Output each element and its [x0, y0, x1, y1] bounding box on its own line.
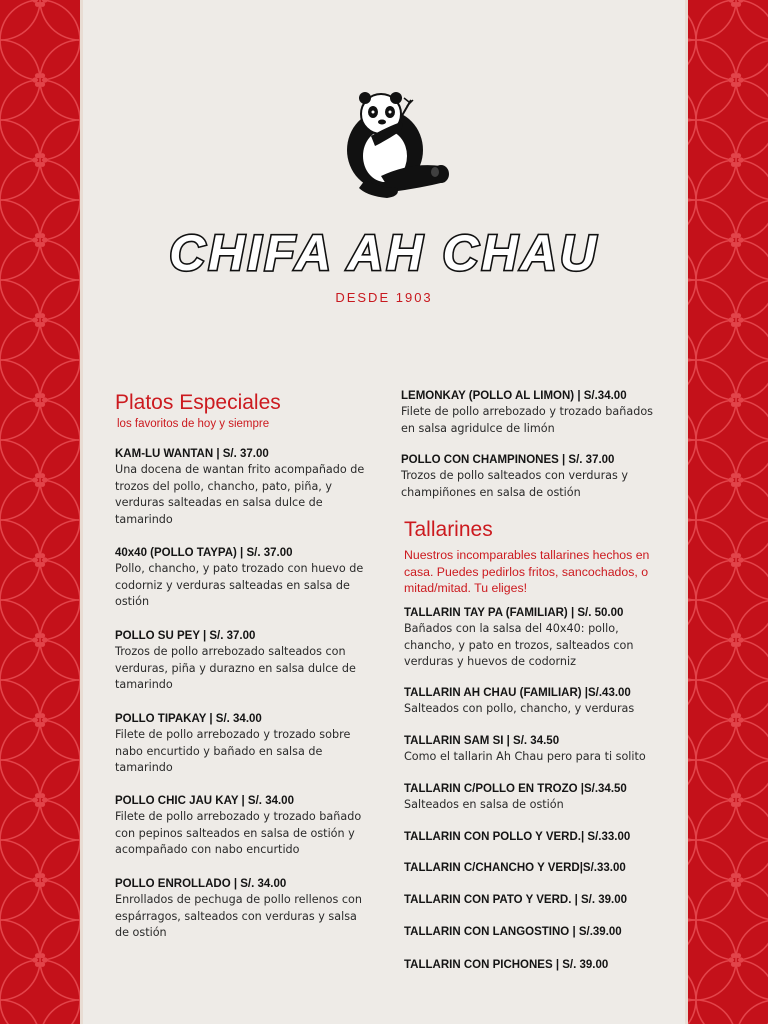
menu-item [404, 685, 666, 718]
section-subtitle-especiales: los favoritos de hoy y siempre [117, 418, 270, 430]
menu-item [401, 388, 663, 437]
pattern-left-svg [0, 0, 80, 1024]
left-pattern-border [0, 0, 80, 1024]
menu-item-desc: Trozos de pollo arrebozado salteados con verduras, piña y durazno en salsa dulce de tamarindo [115, 645, 356, 691]
menu-item [115, 628, 370, 694]
menu-item-title: TALLARIN C/POLLO EN TROZO |S/.34.50 [404, 783, 627, 795]
menu-item-title: TALLARIN CON LANGOSTINO | S/.39.00 [404, 926, 622, 938]
menu-item-title: TALLARIN AH CHAU (FAMILIAR) |S/.43.00 [404, 687, 631, 699]
menu-item-title: POLLO CON CHAMPINONES | S/. 37.00 [401, 454, 615, 466]
menu-item-title: POLLO CHIC JAU KAY | S/. 34.00 [115, 795, 294, 807]
menu-item-desc: Filete de pollo arrebozado y trozado bañados en salsa agridulce de limón [401, 405, 653, 435]
section-title-especiales: Platos Especiales [115, 391, 281, 414]
menu-item-desc: Una docena de wantan frito acompañado de trozos del pollo, chancho, pato, piña, y verduras salteadas en salsa dulce de tamarindo [115, 463, 365, 526]
menu-item-title: TALLARIN SAM SI | S/. 34.50 [404, 735, 560, 747]
menu-item-title: TALLARIN C/CHANCHO Y VERD|S/.33.00 [404, 862, 626, 874]
menu-item [115, 793, 370, 859]
section-subtitle-tallarines: Nuestros incomparables tallarines hechos en casa. Puedes pedirlos fritos, sancochados, o mitad/mitad. Tu eliges! [404, 548, 650, 595]
menu-item [404, 892, 666, 908]
menu-item [404, 957, 666, 973]
menu-item-desc: Enrollados de pechuga de pollo rellenos con espárragos, salteados con verduras y salsa de ostión [115, 893, 362, 939]
menu-item [401, 452, 663, 501]
section-title-tallarines: Tallarines [404, 518, 493, 541]
pattern-right-svg [688, 0, 768, 1024]
menu-item [404, 781, 666, 814]
brand-logo [83, 220, 685, 284]
panda-icon [341, 92, 453, 204]
menu-item [404, 829, 666, 845]
menu-item-desc: Como el tallarin Ah Chau pero para ti solito [404, 750, 646, 763]
menu-item-desc: Trozos de pollo salteados con verduras y champiñones en salsa de ostión [401, 469, 629, 499]
menu-item-desc: Salteados con pollo, chancho, y verduras [404, 702, 635, 715]
menu-item-desc: Filete de pollo arrebozado y trozado bañado con pepinos salteados en salsa de ostión y acompañado con nabo encurtido [115, 810, 362, 856]
menu-page [80, 0, 688, 1024]
menu-item [404, 605, 666, 671]
right-pattern-border [688, 0, 768, 1024]
menu-item-title: 40x40 (POLLO TAYPA) | S/. 37.00 [115, 547, 293, 559]
menu-item-desc: Filete de pollo arrebozado y trozado sobre nabo encurtido y bañado en salsa de tamarindo [115, 728, 351, 774]
menu-item [115, 446, 370, 528]
menu-item-desc: Bañados con la salsa del 40x40: pollo, chancho, y pato en trozos, salteados con verduras y huevos de codorniz [404, 622, 634, 668]
established-date: DESDE 1903 [335, 290, 433, 305]
menu-item [115, 876, 370, 942]
menu-item-title: TALLARIN TAY PA (FAMILIAR) | S/. 50.00 [404, 607, 624, 619]
menu-item-title: POLLO ENROLLADO | S/. 34.00 [115, 878, 287, 890]
menu-item [404, 733, 666, 766]
menu-item [404, 860, 666, 876]
menu-item [404, 924, 666, 940]
menu-item-title: LEMONKAY (POLLO AL LIMON) | S/.34.00 [401, 390, 627, 402]
menu-item-title: POLLO SU PEY | S/. 37.00 [115, 630, 256, 642]
menu-item-title: POLLO TIPAKAY | S/. 34.00 [115, 713, 262, 725]
menu-item-desc: Pollo, chancho, y pato trozado con huevo de codorniz y verduras salteadas en salsa de ostión [115, 562, 364, 608]
menu-item-title: TALLARIN CON POLLO Y VERD.| S/.33.00 [404, 831, 631, 843]
menu-item-desc: Salteados en salsa de ostión [404, 798, 564, 811]
menu-item-title: KAM-LU WANTAN | S/. 37.00 [115, 448, 269, 460]
menu-item-title: TALLARIN CON PICHONES | S/. 39.00 [404, 959, 609, 971]
brand-name: CHIFA AH CHAU [169, 225, 599, 281]
menu-item [115, 545, 370, 611]
menu-item [115, 711, 370, 777]
menu-item-title: TALLARIN CON PATO Y VERD. | S/. 39.00 [404, 894, 628, 906]
